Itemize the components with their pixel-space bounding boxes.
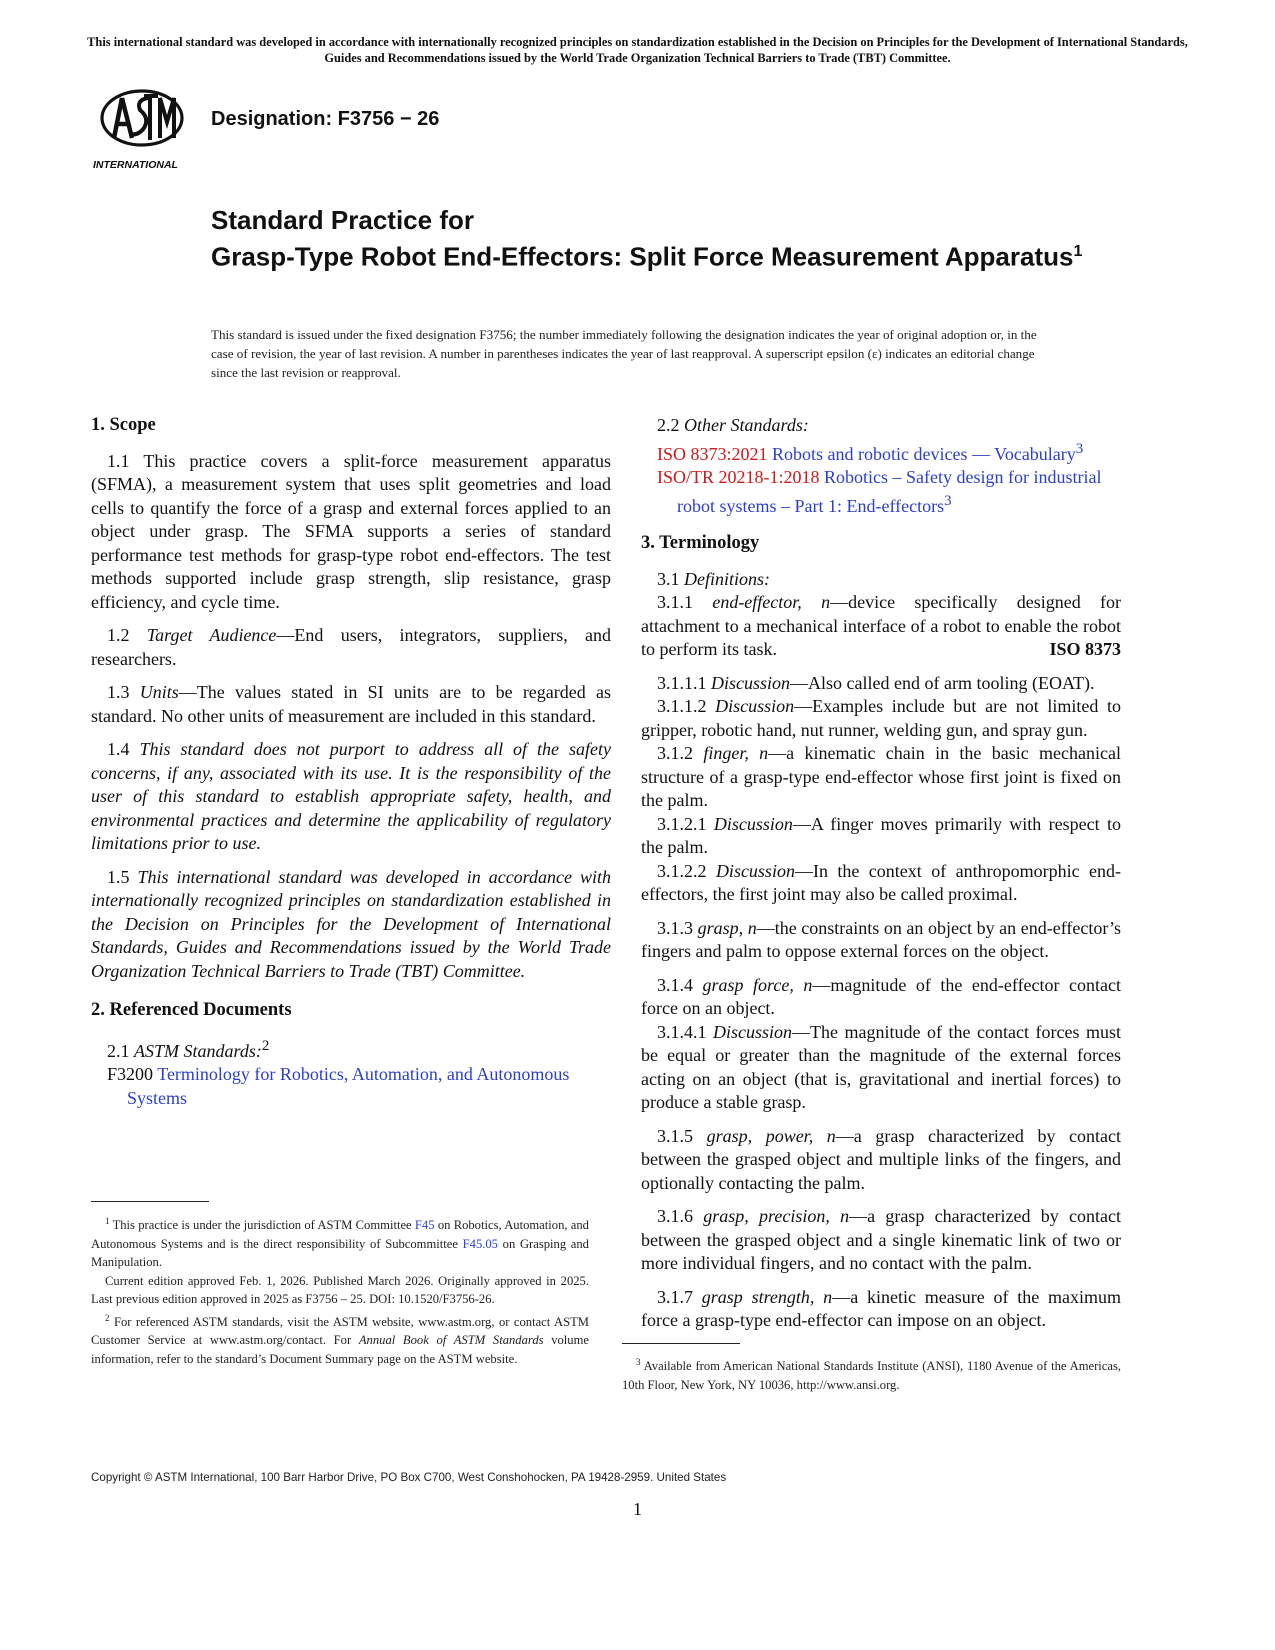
document-title <box>211 204 1091 273</box>
footnote-edition: Current edition approved Feb. 1, 2026. Published March 2026. Originally approved in 2025. Last previous edition approved in 2025 as F3756 – 25. DOI: 10.1520/F3756-26. <box>91 1273 589 1307</box>
def-grasp-precision: 3.1.6 grasp, precision, n—a grasp characterized by contact between the grasped object and a single kinematic link of two or more individual fingers, and no contact with the palm. <box>641 1206 1121 1273</box>
para-2-2: 2.2 Other Standards: <box>657 415 809 435</box>
disc-3-1-2-2: 3.1.2.2 Discussion—In the context of anthropomorphic end-effectors, the first joint may also be called proximal. <box>641 860 1122 904</box>
section-heading-terminology: 3. Terminology <box>641 533 760 553</box>
footnotes-left <box>91 1212 589 1368</box>
para-1-4: 1.4 This standard does not purport to address all of the safety concerns, if any, associated with its use. It is the responsibility of the user of this standard to establish appropriate safety, health, and environmental practices and determine the applicability of regulatory limitations prior to use. <box>91 739 611 853</box>
def-end-effector: 3.1.1 end-effector, n—device specifically designed for attachment to a mechanical interface of a robot to enable the robot to perform its task. ISO 8373 <box>641 591 1121 662</box>
tbt-notice: This international standard was developed in accordance with internationally recognized principles on standardization established in the Decision on Principles for the Development of International Standards, Guides and Recommendations issued by the World Trade Organization Technical Barriers to Trade (TBT) Committee. <box>87 35 1188 65</box>
ref-iso-8373-title-link[interactable]: Robots and robotic devices — Vocabulary <box>772 443 1076 464</box>
subcommittee-f45-05-link[interactable]: F45.05 <box>462 1236 498 1251</box>
def-finger: 3.1.2 finger, n—a kinematic chain in the basic mechanical structure of a grasp-type end-effector whose first joint is fixed on the palm. <box>641 743 1121 810</box>
ref-f3200-link[interactable]: Terminology for Robotics, Automation, and Autonomous Systems <box>127 1064 570 1108</box>
para-1-2: 1.2 Target Audience—End users, integrators, suppliers, and researchers. <box>91 625 612 669</box>
footnote-3: $^3$ Available from American National Standards Institute (ANSI), 1180 Avenue of the Americas, 10th Floor, New York, NY 10036, http://www.ansi.org. <box>622 1357 1121 1392</box>
para-1-3: 1.3 Units—The values stated in SI units are to be regarded as standard. No other units of measurement are included in this standard. <box>91 682 612 726</box>
disc-3-1-4-1: 3.1.4.1 Discussion—The magnitude of the contact forces must be equal or greater than the magnitude of the external forces acting on an object (that is, gravitational and inertial forces) to produce a stable grasp. <box>641 1021 1121 1112</box>
footnotes-right <box>622 1353 1121 1394</box>
astm-logo <box>92 82 192 172</box>
para-3-1: 3.1 Definitions: <box>657 568 770 589</box>
footnote-rule-left <box>91 1201 209 1202</box>
disc-3-1-1-1: 3.1.1.1 Discussion—Also called end of arm tooling (EOAT). <box>657 672 1095 693</box>
disc-3-1-2-1: 3.1.2.1 Discussion—A finger moves primarily with respect to the palm. <box>641 813 1122 857</box>
def-grasp-force: 3.1.4 grasp force, n—magnitude of the end-effector contact force on an object. <box>641 974 1122 1018</box>
def-grasp-strength: 3.1.7 grasp strength, n—a kinetic measure of the maximum force a grasp-type end-effector can impose on an object. <box>641 1286 1121 1330</box>
section-heading-scope: 1. Scope <box>91 415 156 435</box>
ref-f3200: F3200 Terminology for Robotics, Automation, and Autonomous Systems <box>107 1064 570 1108</box>
para-2-1: 2.1 ASTM Standards:$^2$ <box>107 1037 270 1061</box>
title-line-1: Standard Practice for <box>211 205 474 235</box>
ref-iso-20218-title-link[interactable]: Robotics – Safety design for industrial robot systems – Part 1: End-effectors <box>677 467 1102 516</box>
page-number: 1 <box>633 1499 642 1519</box>
title-footnote-mark: 1 <box>1073 243 1083 260</box>
source-tag: ISO 8373 <box>1049 639 1121 659</box>
footnote-1: $^1$ This practice is under the jurisdiction of ASTM Committee F45 on Robotics, Automation, and Autonomous Systems and is the direct responsibility of Subcommittee F45.05 on Grasping and Manipulation. <box>91 1216 589 1270</box>
ref-iso-8373-code-link[interactable]: ISO 8373:2021 <box>657 443 768 464</box>
left-column <box>91 414 611 1110</box>
title-line-2: Grasp-Type Robot End-Effectors: Split Force Measurement Apparatus$^1$ <box>211 241 1083 272</box>
copyright-line: Copyright © ASTM International, 100 Barr Harbor Drive, PO Box C700, West Conshohocken, PA 19428-2959. United States <box>91 1471 727 1484</box>
section-heading-referenced-documents: 2. Referenced Documents <box>91 1000 292 1020</box>
footnote-2: $^2$ For referenced ASTM standards, visit the ASTM website, www.astm.org, or contact ASTM Customer Service at www.astm.org/contact. For Annual Book of ASTM Standards volume information, refer to the standard’s Document Summary page on the ASTM website. <box>91 1312 590 1366</box>
para-1-1: 1.1 This practice covers a split-force measurement apparatus (SFMA), a measurement system that uses split geometries and load cells to quantify the force of a grasp and external forces applied to an object under grasp. The SFMA supports a series of standard performance test methods for grasp-type robot end-effectors. The test methods supported include grasp strength, slip resistance, grasp efficiency, and cycle time. <box>91 450 611 612</box>
footnote-rule-right <box>622 1343 740 1344</box>
ref-iso-8373: ISO 8373:2021 Robots and robotic devices — Vocabulary$^3$ <box>657 440 1084 464</box>
disc-3-1-1-2: 3.1.1.2 Discussion—Examples include but are not limited to gripper, robotic hand, nut runner, welding gun, and spray gun. <box>641 696 1121 740</box>
designation: Designation: F3756 − 26 <box>211 108 440 130</box>
issued-statement: This standard is issued under the fixed designation F3756; the number immediately following the designation indicates the year of original adoption or, in the case of revision, the year of last revision. A number in parentheses indicates the year of last reapproval. A superscript epsilon (ε) indicates an editorial change since the last revision or reapproval. <box>211 327 1037 380</box>
para-1-5: 1.5 This international standard was developed in accordance with internationally recognized principles on standardization established in the Decision on Principles for the Development of International Standards, Guides and Recommendations issued by the World Trade Organization Technical Barriers to Trade (TBT) Committee. <box>91 866 611 981</box>
ref-iso-20218: ISO/TR 20218-1:2018 Robotics – Safety design for industrial robot systems – Part 1: End-effectors$^3$ <box>657 467 1102 516</box>
def-grasp: 3.1.3 grasp, n—the constraints on an object by an end-effector’s fingers and palm to oppose external forces on the object. <box>641 917 1122 961</box>
ref-iso-20218-code-link[interactable]: ISO/TR 20218-1:2018 <box>657 467 820 487</box>
right-column <box>641 414 1121 1343</box>
def-grasp-power: 3.1.5 grasp, power, n—a grasp characterized by contact between the grasped object and multiple links of the fingers, and optionally contacting the palm. <box>641 1125 1122 1193</box>
committee-f45-link[interactable]: F45 <box>414 1218 435 1233</box>
logo-caption: INTERNATIONAL <box>93 159 178 171</box>
